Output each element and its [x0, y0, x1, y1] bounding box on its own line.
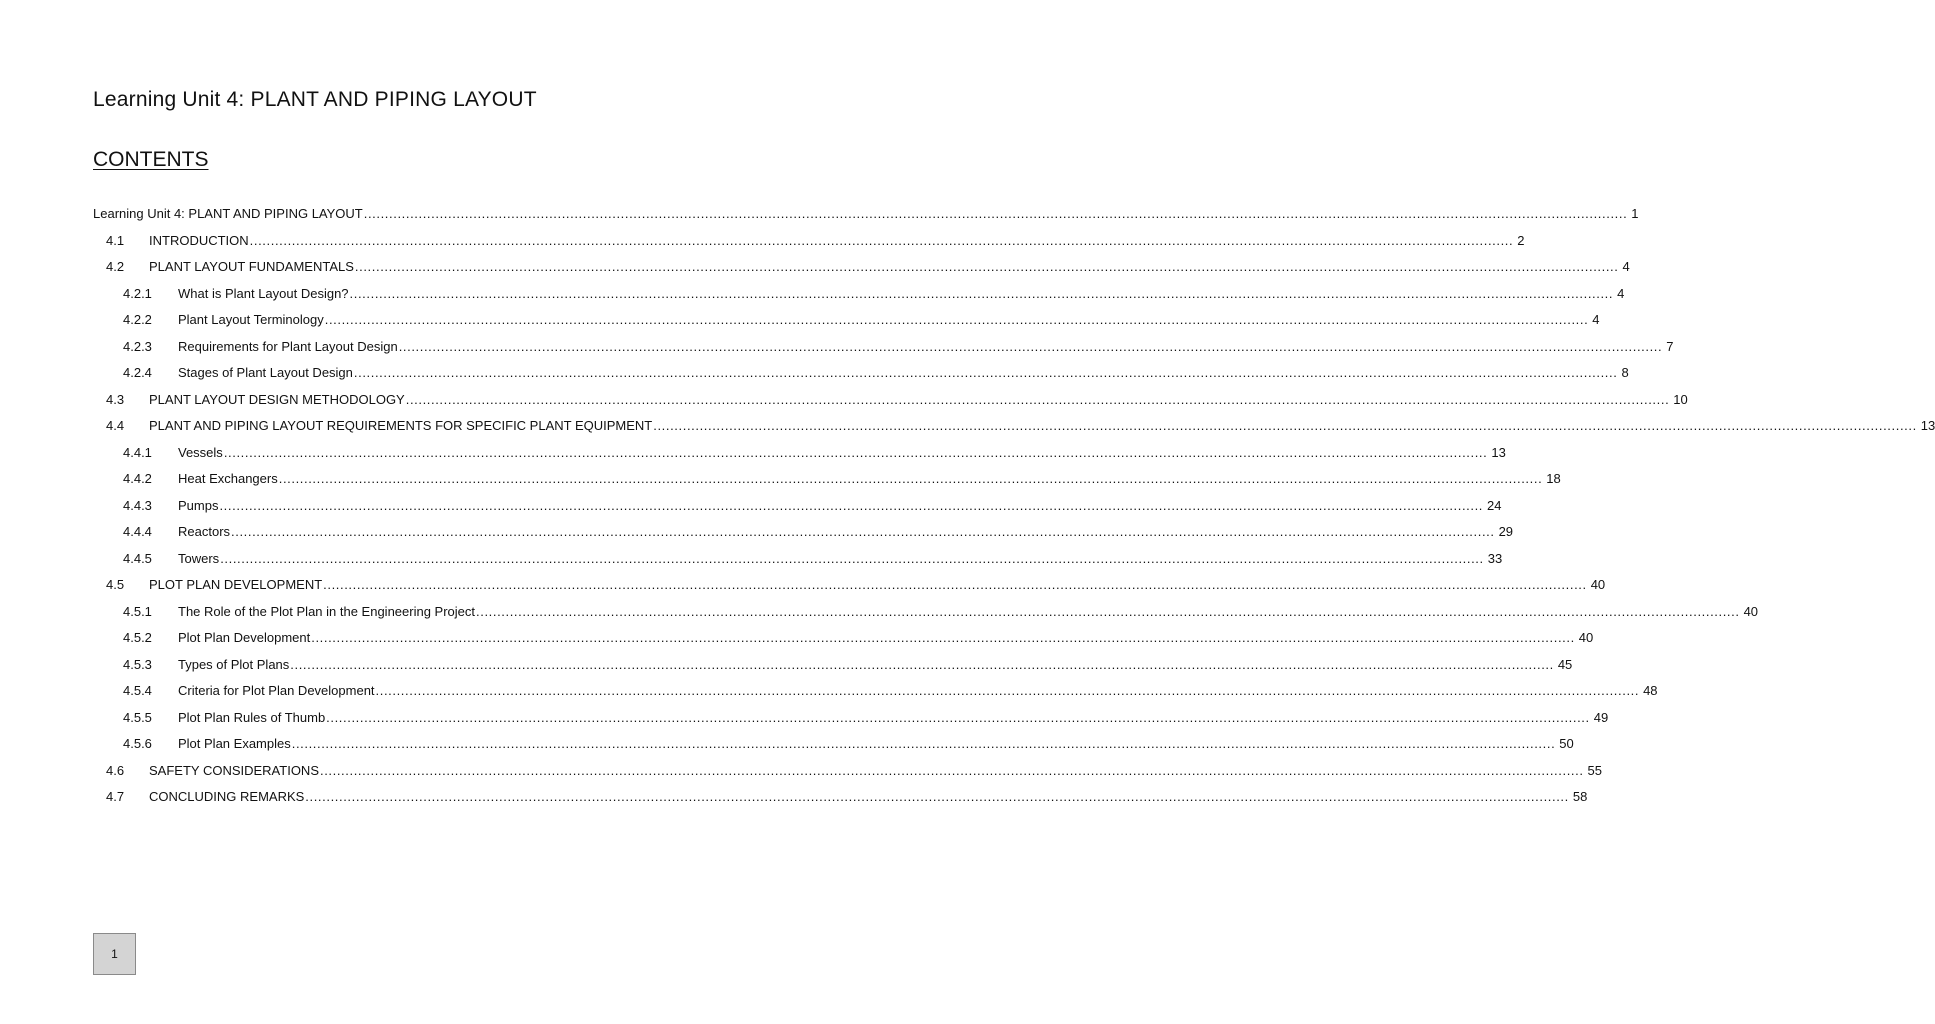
toc-entry-line	[149, 572, 1606, 599]
toc-entry-page: 40	[1590, 577, 1606, 592]
toc-entry-line	[178, 731, 1574, 758]
toc-entry-line	[178, 546, 1503, 573]
page-title: Learning Unit 4: PLANT AND PIPING LAYOUT	[93, 88, 537, 111]
toc-entry-number: 4.2.4	[123, 365, 152, 380]
toc-entry-label: SAFETY CONSIDERATIONS	[149, 762, 319, 778]
toc-entry[interactable]	[0, 758, 1603, 785]
toc-entry-line	[178, 281, 1625, 308]
toc-dot-leader: ............................................................................................................................................................................................................................................................................................................	[278, 471, 1543, 486]
toc-dot-leader: ............................................................................................................................................................................................................................................................................................................	[476, 603, 1740, 619]
toc-entry-number: 4.7	[106, 789, 125, 804]
toc-entry-page: 18	[1546, 471, 1561, 486]
toc-dot-leader: ............................................................................................................................................................................................................................................................................................................	[291, 736, 1556, 751]
toc-entry-number: 4.4.4	[123, 524, 152, 539]
toc-dot-leader: ............................................................................................................................................................................................................................................................................................................	[354, 259, 1619, 274]
toc-entry-label: Heat Exchangers	[178, 471, 278, 486]
toc-entry-number: 4.1	[106, 232, 125, 248]
toc-dot-leader: ............................................................................................................................................................................................................................................................................................................	[653, 418, 1917, 433]
toc-dot-leader: ............................................................................................................................................................................................................................................................................................................	[375, 683, 1640, 698]
toc-dot-leader: ............................................................................................................................................................................................................................................................................................................	[326, 709, 1590, 725]
toc-entry-page: 50	[1559, 736, 1574, 751]
table-of-contents	[0, 201, 1935, 811]
toc-dot-leader: ............................................................................................................................................................................................................................................................................................................	[305, 789, 1569, 804]
toc-entry-number: 4.2.3	[123, 338, 152, 354]
toc-entry-number: 4.4	[106, 418, 125, 433]
toc-entry-label: Pumps	[178, 497, 219, 513]
toc-entry-page: 24	[1487, 497, 1502, 513]
toc-entry-label: CONCLUDING REMARKS	[149, 789, 305, 804]
toc-entry[interactable]	[0, 625, 1594, 652]
toc-entry-line	[178, 466, 1561, 493]
toc-entry-label: PLANT LAYOUT FUNDAMENTALS	[149, 259, 354, 274]
toc-entry-page: 4	[1592, 312, 1600, 327]
toc-entry-label: Reactors	[178, 524, 231, 539]
page-number-box	[93, 933, 136, 975]
toc-entry-page: 8	[1621, 365, 1629, 380]
toc-entry-label: Learning Unit 4: PLANT AND PIPING LAYOUT	[93, 206, 363, 221]
toc-entry-label: Vessels	[178, 444, 223, 460]
toc-dot-leader: ............................................................................................................................................................................................................................................................................................................	[223, 444, 1488, 460]
toc-entry-page: 45	[1557, 656, 1573, 672]
toc-entry-page: 40	[1578, 630, 1594, 645]
contents-heading: CONTENTS	[93, 148, 209, 171]
toc-entry-number: 4.5.4	[123, 683, 152, 698]
toc-entry-label: PLOT PLAN DEVELOPMENT	[149, 577, 323, 592]
toc-dot-leader: ............................................................................................................................................................................................................................................................................................................	[363, 206, 1628, 221]
toc-entry-page: 1	[1631, 206, 1639, 221]
toc-entry-label: PLANT LAYOUT DESIGN METHODOLOGY	[149, 391, 405, 407]
toc-dot-leader: ............................................................................................................................................................................................................................................................................................................	[231, 524, 1495, 539]
toc-dot-leader: ............................................................................................................................................................................................................................................................................................................	[320, 762, 1584, 778]
toc-entry[interactable]	[0, 731, 1574, 758]
toc-entry-line	[149, 758, 1603, 785]
toc-entry[interactable]	[0, 228, 1525, 255]
toc-entry-line	[178, 625, 1594, 652]
toc-entry-page: 2	[1517, 232, 1525, 248]
toc-entry-label: The Role of the Plot Plan in the Engineering Project	[178, 603, 476, 619]
toc-entry-number: 4.2	[106, 259, 125, 274]
toc-entry[interactable]	[0, 519, 1514, 546]
toc-dot-leader: ............................................................................................................................................................................................................................................................................................................	[349, 285, 1614, 301]
toc-entry-line	[178, 519, 1514, 546]
toc-dot-leader: ............................................................................................................................................................................................................................................................................................................	[311, 630, 1575, 645]
page-number: 1	[111, 947, 118, 961]
toc-entry-page: 48	[1643, 683, 1658, 698]
toc-entry-number: 4.6	[106, 762, 125, 778]
toc-entry-number: 4.4.2	[123, 471, 152, 486]
toc-dot-leader: ............................................................................................................................................................................................................................................................................................................	[324, 312, 1589, 327]
toc-entry-line	[149, 254, 1630, 281]
toc-entry-label: Criteria for Plot Plan Development	[178, 683, 375, 698]
toc-entry-label: Stages of Plant Layout Design	[178, 365, 353, 380]
toc-entry[interactable]	[0, 201, 1639, 228]
toc-entry-line	[178, 599, 1759, 626]
toc-entry-label: Plant Layout Terminology	[178, 312, 324, 327]
toc-entry[interactable]	[0, 493, 1502, 520]
toc-entry[interactable]	[0, 784, 1588, 811]
toc-entry-page: 4	[1617, 285, 1625, 301]
toc-entry-page: 10	[1673, 391, 1688, 407]
toc-entry-line	[149, 387, 1688, 414]
toc-entry-line	[178, 493, 1502, 520]
toc-entry[interactable]	[0, 678, 1658, 705]
toc-entry-label: Requirements for Plant Layout Design	[178, 338, 398, 354]
toc-entry-label: Plot Plan Examples	[178, 736, 291, 751]
toc-entry[interactable]	[0, 254, 1630, 281]
toc-dot-leader: ............................................................................................................................................................................................................................................................................................................	[290, 656, 1554, 672]
toc-entry[interactable]	[0, 387, 1688, 414]
toc-entry-number: 4.3	[106, 391, 125, 407]
toc-entry[interactable]	[0, 546, 1503, 573]
toc-dot-leader: ............................................................................................................................................................................................................................................................................................................	[249, 232, 1514, 248]
toc-entry[interactable]	[0, 281, 1625, 308]
toc-dot-leader: ............................................................................................................................................................................................................................................................................................................	[219, 497, 1484, 513]
toc-entry[interactable]	[0, 413, 1935, 440]
toc-entry-line	[149, 413, 1935, 440]
toc-entry-page: 40	[1743, 603, 1759, 619]
toc-entry-page: 7	[1666, 338, 1674, 354]
toc-entry-line	[178, 307, 1600, 334]
toc-entry-page: 13	[1491, 444, 1506, 460]
toc-entry-page: 33	[1487, 550, 1503, 566]
toc-entry[interactable]	[0, 705, 1609, 732]
toc-dot-leader: ............................................................................................................................................................................................................................................................................................................	[323, 577, 1587, 592]
toc-entry-line	[178, 652, 1573, 679]
toc-entry-number: 4.5.2	[123, 630, 152, 645]
toc-entry-number: 4.2.2	[123, 312, 152, 327]
toc-entry-line	[178, 334, 1674, 361]
toc-entry-label: PLANT AND PIPING LAYOUT REQUIREMENTS FOR SPECIFIC PLANT EQUIPMENT	[149, 418, 653, 433]
toc-entry-line	[178, 360, 1629, 387]
toc-entry-page: 4	[1622, 259, 1630, 274]
toc-entry-number: 4.2.1	[123, 285, 152, 301]
toc-entry-number: 4.4.3	[123, 497, 152, 513]
toc-entry-label: INTRODUCTION	[149, 232, 249, 248]
toc-entry-label: Towers	[178, 550, 220, 566]
toc-dot-leader: ............................................................................................................................................................................................................................................................................................................	[405, 391, 1670, 407]
toc-entry-label: Types of Plot Plans	[178, 656, 290, 672]
toc-entry-line	[178, 440, 1506, 467]
toc-entry[interactable]	[0, 360, 1629, 387]
toc-entry[interactable]	[0, 599, 1759, 626]
toc-entry-page: 49	[1593, 709, 1609, 725]
toc-entry[interactable]	[0, 466, 1561, 493]
toc-entry-line	[178, 678, 1658, 705]
toc-entry-number: 4.5.5	[123, 709, 152, 725]
toc-entry[interactable]	[0, 652, 1573, 679]
toc-entry-line	[149, 784, 1588, 811]
toc-entry-number: 4.4.1	[123, 444, 152, 460]
toc-entry-number: 4.5	[106, 577, 125, 592]
toc-entry-page: 29	[1498, 524, 1514, 539]
toc-entry-number: 4.5.6	[123, 736, 152, 751]
toc-entry-number: 4.5.1	[123, 603, 152, 619]
toc-entry[interactable]	[0, 440, 1506, 467]
toc-dot-leader: ............................................................................................................................................................................................................................................................................................................	[398, 338, 1663, 354]
toc-entry[interactable]	[0, 572, 1606, 599]
toc-entry-number: 4.4.5	[123, 550, 152, 566]
toc-entry-label: Plot Plan Development	[178, 630, 311, 645]
toc-entry-label: What is Plant Layout Design?	[178, 285, 349, 301]
toc-entry-line	[93, 201, 1639, 228]
toc-dot-leader: ............................................................................................................................................................................................................................................................................................................	[353, 365, 1618, 380]
toc-dot-leader: ............................................................................................................................................................................................................................................................................................................	[220, 550, 1484, 566]
toc-entry-page: 13	[1920, 418, 1935, 433]
toc-entry[interactable]	[0, 307, 1600, 334]
toc-entry-page: 58	[1572, 789, 1588, 804]
toc-entry-line	[149, 228, 1525, 255]
toc-entry-number: 4.5.3	[123, 656, 152, 672]
toc-entry-page: 55	[1587, 762, 1603, 778]
toc-entry-line	[178, 705, 1609, 732]
toc-entry-label: Plot Plan Rules of Thumb	[178, 709, 326, 725]
toc-entry[interactable]	[0, 334, 1674, 361]
